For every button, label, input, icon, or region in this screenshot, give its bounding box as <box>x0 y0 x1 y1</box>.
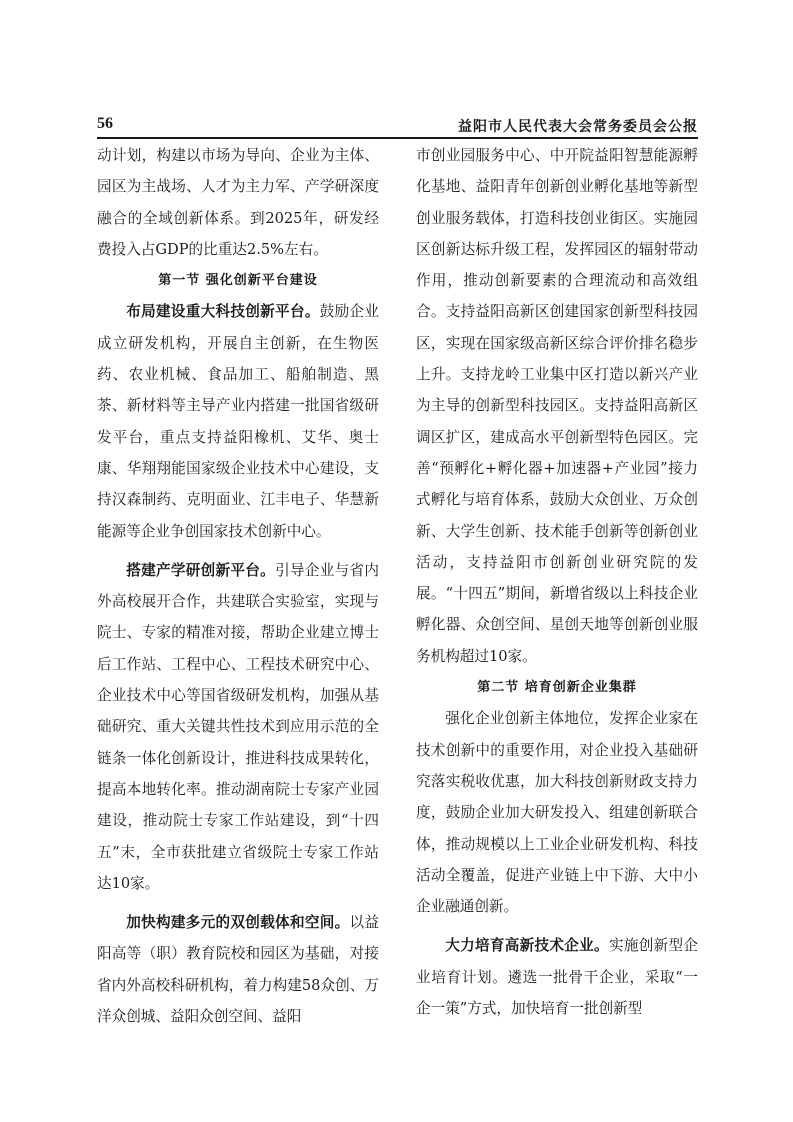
left-column <box>97 140 379 1032</box>
intro-paragraph: 动计划，构建以市场为导向、企业为主体、园区为主战场、人才为主力军、产学研深度融合的全域创新体系。到2025年，研发经费投入占GDP的比重达2.5%左右。 <box>97 147 379 258</box>
paragraph-incubators-body: 以益阳高等（职）教育院校和园区为基础，对接省内外高校科研机构，着力构建58众创、万洋众创城、益阳众创空间、益阳 <box>97 914 379 1026</box>
paragraph-high-tech-lead: 大力培育高新技术企业。 <box>445 937 609 955</box>
right-column <box>416 140 698 1024</box>
paragraph-incubators-continued: 市创业园服务中心、中开院益阳智慧能源孵化基地、益阳青年创新创业孵化基地等新型创业服务载体，打造科技创业街区。实施园区创新达标升级工程，发挥园区的辐射带动作用，推动创新要素的合理流动和高效组合。支持益阳高新区创建国家创新型科技园区，实现在国家级高新区综合评价排名稳步上升。支持龙岭工业集中区打造以新兴产业为主导的创新型科技园区。支持益阳高新区调区扩区，建成高水平创新型特色园区。完善“预孵化+孵化器+加速器+产业园”接力式孵化与培育体系，鼓励大众创业、万众创新、大学生创新、技术能手创新等创新创业活动，支持益阳市创新创业研究院的发展。“十四五”期间，新增省级以上科技企业孵化器、众创空间、星创天地等创新创业服务机构超过10家。 <box>416 147 698 665</box>
section-2-title: 第二节 培育创新企业集群 <box>477 680 637 696</box>
paragraph-platform-lead: 布局建设重大科技创新平台。 <box>126 303 320 321</box>
paragraph-platform <box>97 296 379 546</box>
paragraph-industry-academia-body: 引导企业与省内外高校展开合作，共建联合实验室，实现与院士、专家的精准对接，帮助企业建立博士后工作站、工程中心、工程技术研究中心、企业技术中心等国省级研发机构，加强从基础研究、重大关键共性技术到应用示范的全链条一体化创新设计，推进科技成果转化，提高本地转化率。推动湖南院士专家产业园建设，推动院士专家工作站建设，到“十四五”末，全市获批建立省级院士专家工作站达10家。 <box>97 561 379 892</box>
page-number: 56 <box>97 115 113 132</box>
paragraph-incubators-lead: 加快构建多元的双创载体和空间。 <box>126 914 350 932</box>
paragraph-incubators <box>97 907 379 1032</box>
header-rule <box>97 137 698 139</box>
paragraph-enterprise-role: 强化企业创新主体地位，发挥企业家在技术创新中的重要作用，对企业投入基础研究落实税收优惠，加大科技创新财政支持力度，鼓励企业加大研发投入、组建创新联合体，推动规模以上工业企业研发机构、科技活动全覆盖，促进产业链上中下游、大中小企业融通创新。 <box>416 710 698 916</box>
paragraph-industry-academia-lead: 搭建产学研创新平台。 <box>126 561 276 579</box>
running-title: 益阳市人民代表大会常务委员会公报 <box>458 119 698 135</box>
paragraph-high-tech-body: 实施创新型企业培育计划。遴选一批骨干企业，采取“一企一策”方式，加快培育一批创新型 <box>416 937 698 1018</box>
paragraph-platform-body: 鼓励企业成立研发机构，开展自主创新，在生物医药、农业机械、食品加工、船舶制造、黑茶、新材料等主导产业内搭建一批国省级研发平台，重点支持益阳橡机、艾华、奥士康、华翔翔能国家级企业技术中心建设，支持汉森制药、克明面业、江丰电子、华慧新能源等企业争创国家技术创新中心。 <box>97 303 379 540</box>
section-1-title: 第一节 强化创新平台建设 <box>158 273 318 289</box>
page-header <box>97 115 698 139</box>
paragraph-industry-academia <box>97 555 379 899</box>
paragraph-high-tech <box>416 930 698 1024</box>
